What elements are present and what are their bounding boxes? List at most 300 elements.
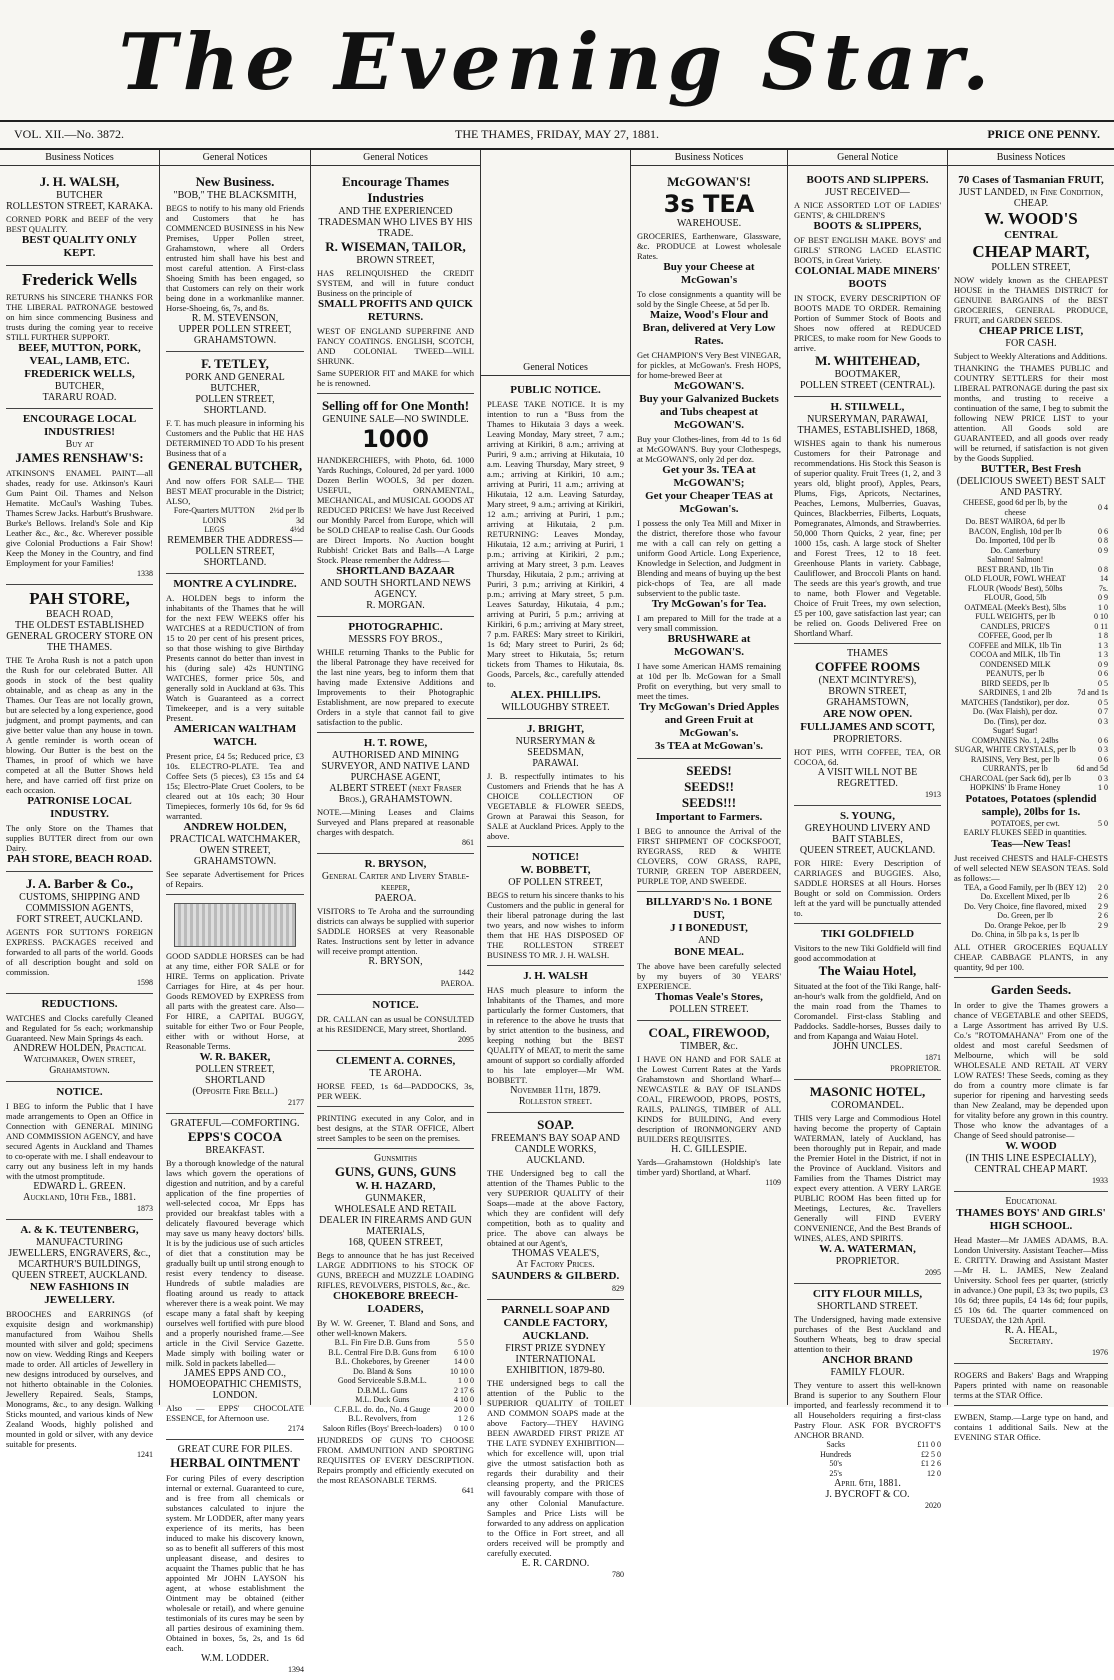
price-value: 0 5 [1098,697,1108,707]
ad-headline: MONTRE A CYLINDRE. [173,577,297,590]
price-value: £11 0 0 [917,1440,941,1449]
price-row [954,527,1108,537]
ad-sign: R. A. HEAL, [1004,1324,1058,1336]
ad-rowe [317,733,474,854]
price-value: 0 6 [1098,735,1108,745]
ad-headline-2: SMALL PROFITS AND QUICK RETURNS. [318,298,473,323]
price-item: HOPKINS' Ib Frame Honey [969,783,1061,792]
dateline-volume: VOL. XII.—No. 3872. [14,127,124,141]
ad-date: April 6th, 1881. [834,1478,901,1489]
ad-pah-store [6,585,153,872]
ad-note: Subject to Weekly Alterations and Additions. [954,351,1108,361]
ad-body: NOTE.—Mining Leases and Claims Surveyed and Plans prepared at reasonable charges with despatch. [317,807,474,837]
ad-headline-2: The Waiau Hotel, [818,963,917,978]
price-item: M.L. Duck Guns [355,1395,410,1404]
ad-tag: BEST QUALITY ONLY KEPT. [21,234,138,259]
ad-sign: R. M. STEVENSON, [191,313,279,324]
ad-body: BEGS to return his sincere thanks to his Customers and the public in general for their liberal patronage during the last two years, and now wishes to inform them that HE HAS DISPOSED OF THE ROLLESTON STREET BUSINESS TO MR. J. H. WALSH. [487,890,624,960]
price-row [166,525,304,535]
ad-headline-2: THOMAS VEALE'S, [511,1248,600,1259]
ad-body-5: I am prepared to Mill for the trade at a very small commission. [637,613,781,633]
ad-number: 829 [612,1284,624,1293]
ad-headline-2: GENERAL BUTCHER, [167,458,303,473]
ad-sub: AUTHORISED AND MINING SURVEYOR, AND NATIVE LAND PURCHASE AGENT, [321,750,470,783]
ad-headline: PARNELL SOAP AND CANDLE FACTORY, AUCKLAND. [501,1304,610,1342]
price-value: 0 3 [1098,716,1108,726]
ad-headline-2: CENTRAL [1004,229,1058,241]
column-head: General Notices [481,362,630,376]
price-row [794,1469,941,1479]
ad-line-10: Try McGowan's Dried Apples and Green Fruit at McGowan's. [638,701,780,739]
ad-headline: F. TETLEY, [201,356,269,371]
ad-address: FORT STREET, AUCKLAND. [16,914,143,925]
price-row [317,1357,474,1367]
ad-name: W. WOOD'S [984,209,1078,228]
ad-headline: REDUCTIONS. [41,998,118,1010]
price-row [954,774,1108,784]
price-row [317,1376,474,1386]
ad-body-4: I possess the only Tea Mill and Mixer in the district, therefore those who favour me with a call can rely on getting a uniform Good Article. Long Experience, Knowledge in Selection, and Judgment in Blending and means of buying up the best pick-chops of Tea, are all made subservient to the public taste. [637,518,781,598]
masthead [0,8,1114,120]
price-row [954,679,1108,689]
ad-body-2: OF BEST ENGLISH MAKE. BOYS' and GIRLS' STRONG LACED ELASTIC BOOTS, in Great Variety. [794,235,941,265]
ad-holden [166,574,304,895]
ad-sign: JAMES EPPS AND CO., HOMOEOPATHIC CHEMISTS, LONDON. [168,1367,302,1401]
price-row [954,498,1108,517]
price-value: 0 8 [1098,564,1108,574]
price-row [954,755,1108,765]
ad-body: THE Undersigned beg to call the attention of the Thames Public to the very SUPERIOR QUALITY of their Soaps—made at the above Factory, which they are confident will defy competition, both as to quality and price. The above can always be obtained at our Agent's, [487,1168,624,1248]
ad-address: POLLEN STREET, [991,262,1071,273]
ad-sign: FREDERICK WELLS, [24,368,135,380]
ad-photographic [317,617,474,733]
price-value: 6 10 0 [454,1347,474,1357]
ad-headline: SOAP. [537,1117,574,1132]
ad-headline-3: COLONIAL MADE MINERS' BOOTS [794,265,941,290]
price-row [954,707,1108,717]
price-item: Do. Very Choice, fine flavored, mixed [963,901,1087,911]
ad-name: W. H. HAZARD, [355,1180,436,1192]
ad-number: 861 [462,838,474,847]
ad-headline-2: COFFEE ROOMS [814,659,921,674]
price-row [954,717,1108,727]
price-item: B.L. Central Fire D.B. Guns from [328,1347,437,1357]
ad-headline: THAMES [846,648,889,659]
ad-address: At Factory Prices. [516,1259,595,1270]
price-value: 1 0 [1098,783,1108,792]
ad-tiki-goldfield [794,924,941,1080]
ad-body: NOW widely known as the CHEAPEST HOUSE in the THAMES DISTRICT for GENUINE BARGAINS of the BEST GROCERIES, GENERAL PRODUCE, FRUIT, and GARDEN SEEDS. [954,275,1108,325]
ad-renshaw [6,409,153,585]
ad-cornes [317,1051,474,1107]
price-item: RAISINS, Very Best, per lb [970,754,1060,764]
price-row [954,911,1108,921]
dateline-date: THE THAMES, FRIDAY, MAY 27, 1881. [455,127,659,141]
price-item: Do. (Tins), per doz. [983,716,1047,726]
ad-sub: THE OLDEST ESTABLISHED GENERAL GROCERY STORE ON THE THAMES. [6,620,153,653]
ad-body-1: To close consignments a quantity will be sold by the Single Cheese, at 5d per lb. [637,289,781,309]
price-item: Do. Excellent Mixed, per lb [980,892,1070,901]
price-row [954,622,1108,632]
ad-sub: NURSERYMAN, PARAWAI, THAMES, ESTABLISHED, 1868, [797,414,938,436]
ad-sub: FAMILY FLOUR. [830,1367,905,1378]
ad-body: For curing Piles of every description internal or external. Guaranteed to cure, and is free from all chemicals or substances calculated to injure the system. Mr LODDER, after many years experience of its merits, has been induced to make his discovery known, so as to benefit all sufferers of this most unpleasant disease, and desires to acquaint the Thames public that he has appointed Mr JOHN LAYSON his agent, at whose establishment the Ointment may be obtained (either wholesale or retail), and where genuine testimonials of its cures may be seen by all parties desirous of examining them. Obtained in boxes, 5s, 2s, and 1s 6d each. [166,1472,304,1653]
ad-address: POLLEN STREET, SHORTLAND [195,1063,275,1086]
ad-parnell [487,1300,624,1585]
price-item: B.L. Revolvers, from [348,1414,417,1423]
price-item: Do. BEST WAIROA, 6d per lb [965,517,1065,526]
price-value: 4 10 0 [454,1395,474,1404]
price-table [954,498,1108,793]
ad-kicker: Gunsmiths [373,1153,417,1164]
ad-address: COROMANDEL. [830,1100,905,1111]
ad-headline: J. A. Barber & Co., [25,876,134,891]
price-item: Saloon Rifles (Boys' Breech-loaders) [322,1423,442,1433]
price-row [317,1338,474,1348]
price-row [954,726,1108,736]
ad-address: MCARTHUR'S BUILDINGS, QUEEN STREET, AUCKLAND. [11,1259,148,1281]
ad-footer: A VISIT WILL NOT BE REGRETTED. [817,767,918,789]
ad-headline: 70 Cases of Tasmanian FRUIT, [958,174,1104,186]
ad-walsh [6,170,153,266]
ad-body: GOOD SADDLE HORSES can be had at any time, either FOR SALE or for HIRE. Terms on application. Private Carriages for Hire, at 4s per hour. Goods REMOVED by EXPRESS from all parts with the greatest care. Also— For HIRE, a CAPITAL BUGGY, suitable for either Two or Four People, either with or without Horse, at Reasonable Terms. [166,950,304,1051]
ad-soap [487,1113,624,1300]
ad-wells [6,266,153,409]
ad-role: BUTCHER, [54,381,105,392]
horse-carriage-illustration [174,903,296,947]
ad-walsh-2 [487,966,624,1113]
price-item: LOINS [202,515,227,525]
ad-address: TE AROHA. [369,1068,422,1079]
ad-number: 1338 [137,569,153,578]
ad-body: RETURNS his SINCERE THANKS FOR THE LIBERAL PATRONAGE bestowed on him since commencing Business and trusts during the coming year to receive STILL FURTHER SUPPORT. [6,292,153,342]
ad-sub: MESSRS FOY BROS., [348,634,443,645]
ad-sign: R. MORGAN. [366,600,425,611]
price-value: 3d [296,515,304,525]
price-value: 0 10 0 [454,1423,474,1433]
ad-headline-4: Thomas Veale's Stores, [655,991,763,1003]
ad-body: By a thorough knowledge of the natural laws which govern the operations of digestion and nutrition, and by a careful application of the fine properties of well-selected cocoa, Mr Epps has provided our breakfast tables with a delicately flavoured beverage which may save us many heavy doctors' bills. It is by the judicious use of such articles of diet that a constitution may be gradually built up until strong enough to resist every tendency to disease. Hundreds of subtle maladies are floating around us ready to attack wherever there is a weak point. We may escape many a fatal shaft by keeping ourselves well fortified with pure blood and a properly nourished frame.—See article in the Civil Service Gazette. Made simply with boiling water or milk. Sold in packets labelled— [166,1157,304,1368]
price-value: 1 3 [1098,650,1108,659]
ad-address: BEACH ROAD, [45,609,114,620]
price-row [317,1395,474,1405]
price-row [954,650,1108,660]
ad-and: AND [698,935,720,946]
ad-body: HORSE FEED, 1s 6d—PADDOCKS, 3s, PER WEEK. [317,1081,474,1101]
ad-sub: MANUFACTURING JEWELLERS, ENGRAVERS, &c., [8,1237,151,1259]
ad-name: R. WISEMAN, TAILOR, [325,239,466,254]
ad-bright [487,719,624,847]
price-item: CHARCOAL (per Sack 6d), per lb [959,773,1071,783]
ad-headline-2: BOOTS & SLIPPERS, [813,220,922,232]
price-value: 0 4 [1098,502,1108,512]
ad-headline-2: NEW FASHIONS IN JEWELLERY. [29,1281,130,1306]
price-value: 1 8 [1098,631,1108,640]
ad-sign: SAUNDERS & GILBERD. [491,1270,620,1282]
price-row [954,745,1108,755]
price-row [954,819,1108,829]
price-item: 50's [829,1459,842,1468]
ad-headline: Garden Seeds. [990,981,1072,997]
price-item: Salmon! Salmon! [987,555,1044,564]
ad-footer: See separate Advertisement for Prices of Repairs. [166,868,304,889]
ad-number: 1873 [137,1204,153,1213]
dateline [0,120,1114,150]
price-value: 0 6 [1098,669,1108,678]
column-2 [159,150,310,1674]
ad-line-3: McGOWAN'S. [674,380,744,392]
ad-tetley [166,352,304,574]
ad-body-2: The only Store on the Thames that supplies BUTTER direct from our own Dairy. [6,823,153,853]
price-value [1076,555,1108,565]
ad-wiseman [317,170,474,394]
ad-sub-2: FOR CASH. [1005,338,1057,349]
column-4-spacer [487,152,624,362]
price-row [166,516,304,526]
ad-blacksmith [166,170,304,352]
price-item: CHEESE, good 6d per lb, by the cheese [963,498,1068,517]
ad-body: WISHES again to thank his numerous Customers for their Patronage and recommendations. His Stock this Season is of superior quality. Fruit Trees (1, 2, and 3 years old, blight proof), Apples, Pears, Plums, Figs, Apricots, Nectarines, Peaches, Lemons, Mulberries, Guavas, Quinces, Blackberries, Filberts, Loquats, Pomegranates, Almonds, and Strawberries. 50,000 Thorn Quicks, 2 year, fine; per 1000 15s, cash. A large stock of Shelter and Forest Trees, 12 to 18 feet. Greenhouse Plants in variety. Cabbage, Cauliflower, and Broccoli Plants on hand. The seeds are this year's growth, and true to name, both Flower and Vegetable. Choice of Fruit Trees, my own selection, £5 per 100, gave satisfaction last year; can be relied on. Goods Delivered Free on Shortland Wharf. [794,438,941,638]
ad-number: 1976 [1092,1347,1108,1357]
price-value: 1 0 [1098,602,1108,612]
ad-headline-2: J I BONEDUST, [670,922,748,934]
column-7 [947,150,1114,1442]
ad-callan [317,995,474,1051]
ad-body-3: IN STOCK, EVERY DESCRIPTION OF BOOTS MADE TO ORDER. Remaining Portion of Summer Stock of Boots and Shoes now offered at REDUCED PRICES, to make room for New Goods to arrive. [794,293,941,353]
price-value: 0 11 [1094,621,1108,631]
ad-body-3: Buy your Clothes-lines, from 4d to 1s 6d at McGOWAN'S. Buy your Clothespegs, at McGOWAN'S, only 2d per doz. [637,434,781,464]
ad-name: FULLJAMES AND SCOTT, [800,721,935,733]
price-item: CONDENSED MILK [979,659,1051,669]
price-value: 0 9 [1098,593,1108,602]
ad-reductions [6,994,153,1082]
price-value [1096,930,1108,940]
price-item: COCOA and MILK, 1lb Tin [969,650,1061,659]
price-value: 20 0 0 [454,1404,474,1414]
ad-line-9: BRUSHWARE at McGOWAN'S. [667,633,751,658]
column-1 [0,150,159,1459]
ad-footer: Same SUPERIOR FIT and MAKE for which he is renowned. [317,368,474,388]
price-item: FULL WEIGHTS, per lb [975,612,1056,621]
column-head: General Notices [160,152,310,166]
ad-line-1: Buy your Cheese at McGowan's [663,261,755,286]
ad-address: Rolleston street. [518,1096,593,1107]
ad-date: Auckland, 10th Feb., 1881. [23,1192,136,1203]
price-row [954,764,1108,774]
ad-headline-4: CHEAP PRICE LIST, [978,325,1084,337]
price-value: 2 9 [1098,901,1108,911]
price-value: 14 [1100,574,1108,583]
price-row [954,660,1108,670]
price-row [954,555,1108,565]
ad-sign: J. BYCROFT & CO. [825,1489,910,1500]
ad-role: PROPRIETOR. [890,1064,941,1073]
ad-address: 168, QUEEN STREET, [348,1237,443,1248]
price-value: 0 3 [1098,773,1108,783]
price-value: 1 0 0 [458,1376,474,1385]
ad-body: A NICE ASSORTED LOT OF LADIES' GENTS', & CHILDREN'S [794,200,941,220]
price-value: 0 9 [1098,659,1108,669]
price-row [954,584,1108,594]
price-item: BIRD SEEDS, per lb [981,678,1050,688]
ad-headline: BILLYARD'S No. 1 BONE DUST, [645,896,773,921]
price-value: 0 6 [1098,526,1108,536]
ad-body: DR. CALLAN can as usual be CONSULTED at his RESIDENCE, Mary street, Shortland. [317,1014,474,1034]
ad-body: BEGS to notify to his many old Friends and Customers that he has COMMENCED BUSINESS in his New Premises, Upper Pollen street, Grahamstown, where all Orders entrusted him shall have his best and most careful attention. A First-class Shoeing Smith has been engaged, so that Customers can rely on their work being done in a workmanlike manner. Horse-Shoeing, 6s, 7s, and 8s. [166,203,304,313]
ad-sub: GENUINE SALE—NO SWINDLE. [322,414,469,425]
ad-headline: Encourage Thames Industries [341,174,449,205]
ad-headline-2: PATRONISE LOCAL INDUSTRY. [27,795,132,820]
price-row [794,1440,941,1450]
price-value: 2 9 [1098,920,1108,930]
ad-body: Begs to announce that he has just Received LARGE ADDITIONS to his STOCK OF GUNS, BREECH and MUZZLE LOADING RIFLES, REVOLVERS, PISTOLS, &c., &c. [317,1250,474,1290]
price-row [954,546,1108,556]
ad-headline-3: CHEAP MART, [972,242,1090,261]
ad-name: J. H. WALSH, [39,174,120,189]
ad-body: THE Te Aroha Rush is not a patch upon the Rush for our celebrated Butter. All goods in stock of the best quality obtainable, and as cheap as any in the Thames. Our Teas are not locally grown, but are selected by a long experience, good judgment, and prompt payments, and can give better value than any house in town. A gentle reminder is worth ocean of blowing. Our Butter is the best on the Thames, in proof of which we have competed at all the Butter Shows held here, and have carried off first prize on each occasion. [6,655,153,795]
ad-printing [317,1107,474,1149]
ad-body: GROCERIES, Earthenware, Glassware, &c. PRODUCE at Lowest wholesale Rates. [637,231,781,261]
column-head: Business Notices [631,152,787,166]
ad-address: UPPER POLLEN STREET, GRAHAMSTOWN. [178,324,292,346]
ad-footer: Yards—Grahamstown (Holdship's late timber yard) Shortland, at Wharf. [637,1157,781,1177]
ad-sub: (NEXT MCINTYRE'S), [818,675,917,686]
ad-ewben [954,1406,1108,1447]
price-value: £2 5 0 [921,1449,941,1459]
ad-line-11: 3s TEA at McGowan's. [655,740,763,752]
ad-number: 780 [612,1570,624,1579]
ad-headline: TIKI GOLDFIELD [820,928,915,940]
ad-headline: GUNS, GUNS, GUNS [334,1164,457,1179]
price-table-3 [954,883,1108,940]
ad-sub: "BOB," THE BLACKSMITH, [173,190,297,201]
price-item: OLD FLOUR, FOWL WHEAT [964,574,1066,583]
ad-address: QUEEN STREET, AUCKLAND. [799,845,936,856]
ad-role: PRACTICAL WATCHMAKER, [169,833,301,845]
ad-headline: New Business. [195,174,275,189]
ad-body: THE undersigned begs to call the attention of the Public to the SUPERIOR QUALITY of TOILET AND COMMON SOAPS made at the above Factory—THEY HAVING BEEN AWARDED FIRST PRIZE AT THE LATE SYDNEY EXHIBITION—which for excellence will, upon trial give the utmost satisfaction both as regards their durability and their cleansing property, and the PRICES will favourably compare with those of any other Colonial Manufacture. Samples and Price Lists will be forwarded to any address on application to the Office in Fort street, and all orders received will be promptly and carefully executed. [487,1378,624,1558]
ad-sub: (Opposite Fire Bell.) [192,1085,278,1097]
ad-sign: W. WOOD [1005,1139,1057,1152]
price-value [1096,828,1108,838]
ad-body: CORNED PORK and BEEF of the very BEST QUALITY. [6,214,153,234]
ad-number: 1871 [925,1053,941,1062]
price-row [166,506,304,516]
ad-body-2: Get CHAMPION'S Very Best VINEGAR, for pickles, at McGowan's. Fresh HOPS, for home-brewed Beer at [637,350,781,380]
ad-address: TARARU ROAD. [42,392,117,403]
ad-line-2: Maize, Wood's Flour and Bran, delivered at Very Low Rates. [642,309,776,347]
ad-headline: J. H. WALSH [523,970,588,982]
ad-sign: ANDREW HOLDEN, Practical Watchmaker, Owen street, Grahamstown. [13,1043,146,1076]
ad-headline: CLEMENT A. CORNES, [335,1055,456,1067]
ad-body: VISITORS to Te Aroha and the surrounding districts can always be supplied with superior SADDLE HORSES at very Reasonable Rates. Instructions sent by letter in advance will receive prompt attention. [317,906,474,956]
price-row [317,1367,474,1377]
price-item: SUGAR, WHITE CRYSTALS, per lb [954,745,1076,754]
ad-headline: H. T. ROWE, [363,737,428,749]
ad-body-2: WEST OF ENGLAND SUPERFINE AND FANCY COATINGS. ENGLISH, SCOTCH, AND COLONIAL TWEED—WILL SHRUNK. [317,326,474,366]
ad-address: PARAWAI. [532,758,579,769]
price-value: 0 8 [1098,536,1108,545]
ad-body: WATCHES and Clocks carefully Cleaned and Regulated for 5s each; workmanship Guaranteed. New Main Springs 4s each. [6,1013,153,1043]
ad-herbal [166,1440,304,1680]
ad-sign: W. A. WATERMAN, [819,1243,916,1255]
price-value: 14 0 0 [454,1357,474,1366]
ad-body-2: Present price, £4 5s; Reduced price, £3 10s. ELECTRO-PLATE. Tea and Coffee Sets (5 pieces), £3 15s and £4 15s; Electro-Plate Cruet Coolers, to be cleared out at 10s each; 30 Hour Timepieces, formerly 10s 6d, for 9s 6d warranted. [166,750,304,821]
ad-name: JAMES RENSHAW'S: [15,450,144,465]
ad-public-notice-bus [487,380,624,719]
price-item: 25's [829,1468,842,1478]
ad-body: Head Master—Mr JAMES ADAMS, B.A. London University. Assistant Teacher—Miss E. CRITTY. Drawing and Assistant Master—Mr H. L. JAMES, New Zealand University. School fees per quarter, (strictly in advance.) One pupil, £3 3s; two pupils, £3 10s 6d; three pupils, £4 14s 6d; four pupils, £5 10s 6d. The quarter commenced on TUESDAY, the 12th April. [954,1234,1108,1325]
ad-number: 1394 [288,1664,304,1674]
ad-body: HAS much pleasure to inform the Inhabitants of the Thames, and more particularly the former Customers, that in reference to the above he trusts that by strict attention to the business, and keeping nothing but the BEST QUALITY of MEAT, to merit the same amount of support so cordially afforded to his late employer—Mr WM. BOBBETT. [487,985,624,1085]
ad-sign: JOHN UNCLES. [832,1041,903,1052]
ad-bryson [317,854,474,995]
ad-headline: PUBLIC NOTICE. [510,384,601,396]
ad-headline: NOTICE. [372,999,419,1011]
ad-body: WHILE returning Thanks to the Public for the liberal Patronage they have received for the last nine years, beg to inform them that having made Extensive Additions and Improvements to their Photographic Establishment, are now prepared to execute Orders in a style that cannot fail to give satisfaction to the public. [317,647,474,727]
ad-body: In order to give the Thames growers a chance of VEGETABLE and other SEEDS, a Large Assortment has arrived By U.S. Co.'s "ROTOMAHANA" From one of the oldest and most careful Seedsmen of Melbourne, which will be sold WHOLESALE AND RETAIL AT VERY LOW RATES! These Seeds, coming as they do from a country more climate is far superior for ripening and harvesting seeds than New Zealand, may be depended upon for vitality before any grown in this country. Those who know the advantages of a Change of Seed should patronise— [954,999,1108,1140]
price-value: 0 9 [1098,545,1108,555]
ad-address: OWEN STREET, GRAHAMSTOWN. [193,844,277,867]
ad-address: CENTRAL CHEAP MART. [974,1163,1088,1175]
ad-number: 2095 [925,1268,941,1277]
price-row [317,1386,474,1396]
price-item: COMPANIES No. 1, 24lbs [971,735,1059,745]
price-row [954,783,1108,793]
ad-sign: E. R. CARDNO. [521,1558,590,1569]
price-row [794,1450,941,1460]
ad-headline: COAL, FIREWOOD, [648,1025,770,1040]
price-row [954,517,1108,527]
price-value: 10 10 0 [450,1366,474,1376]
ad-headline: THAMES BOYS' AND GIRLS' HIGH SCHOOL. [956,1206,1106,1232]
ad-body: ROGERS and Bakers' Bags and Wrapping Papers printed with name on reasonable terms at the STAR Office. [954,1369,1108,1400]
ad-sign: EDWARD L. GREEN. [33,1181,126,1192]
ad-headline-3: ARE NOW OPEN. [822,708,913,720]
ad-sign: ALEX. PHILLIPS. [510,689,601,701]
price-value: 7d and 1s [1077,688,1108,697]
ad-headline: H. STILWELL, [830,401,905,413]
ad-address: POLLEN STREET (CENTRAL). [799,380,936,391]
ad-number: 1241 [137,1450,153,1459]
price-value: 0 10 [1094,612,1108,621]
price-value: 2 6 [1098,911,1108,920]
ad-role: BUTCHER [56,190,103,201]
ad-role: BOOTMAKER, [834,369,901,380]
ad-address: WILLOUGHBY STREET. [501,702,610,713]
price-table [794,1440,941,1478]
ad-sign: W.M. LODDER. [201,1652,269,1664]
price-row [954,688,1108,698]
column-3 [310,150,480,1495]
price-item: EARLY FLUKES SEED in quantities. [963,828,1087,837]
ad-body-2: And now offers FOR SALE— THE BEST MEAT procurable in the District; ALSO, [166,476,304,506]
ad-headline: MASONIC HOTEL, [809,1084,926,1099]
ad-body: EWBEN, Stamp.—Large type on hand, and contains 1 additional Sails. New at the EVENING STAR Office. [954,1411,1108,1442]
ad-body: The above have been carefully selected by my buyers of 30 YEARS' EXPERIENCE. [637,961,781,991]
ad-address: PAEROA. [374,893,417,904]
price-value: 6d and 5d [1076,764,1108,773]
ad-line-5: McGOWAN'S. [674,419,744,431]
ad-footer: Also — EPPS' CHOCOLATE ESSENCE, for Afternoon use. [166,1402,304,1423]
ad-headline: PHOTOGRAPHIC. [348,621,443,633]
ad-body: THIS very Large and Commodious Hotel having become the property of Captain WATERMAN, lately of Auckland, has been thoroughly put in Repair, and made the Premier Hotel in the District, if not in the Province of Auckland. Visitors and Families from the Thames District may expect every attention. A VERY LARGE PUBLIC ROOM Has been fitted up for Meetings, Lectures, &c. Travellers Generally will FIND EVERY CONVENIENCE, And the Best Brands of WINES, ALES, AND SPIRITS. [794,1113,941,1243]
ad-headline: NOTICE! [531,851,580,863]
price-row [954,565,1108,575]
ad-date: November 11th, 1879. [510,1085,601,1096]
price-item: Hundreds [820,1449,852,1459]
ad-body: I BEG to announce the Arrival of the FIRST SHIPMENT OF COCKSFOOT, RYEGRASS, RED & WHITE CLOVERS, COW GRASS, RAPE, TURNIP, GREEN TOP ABERDEEN, PURPLE TOP, AND SWEEDE. [637,826,781,886]
